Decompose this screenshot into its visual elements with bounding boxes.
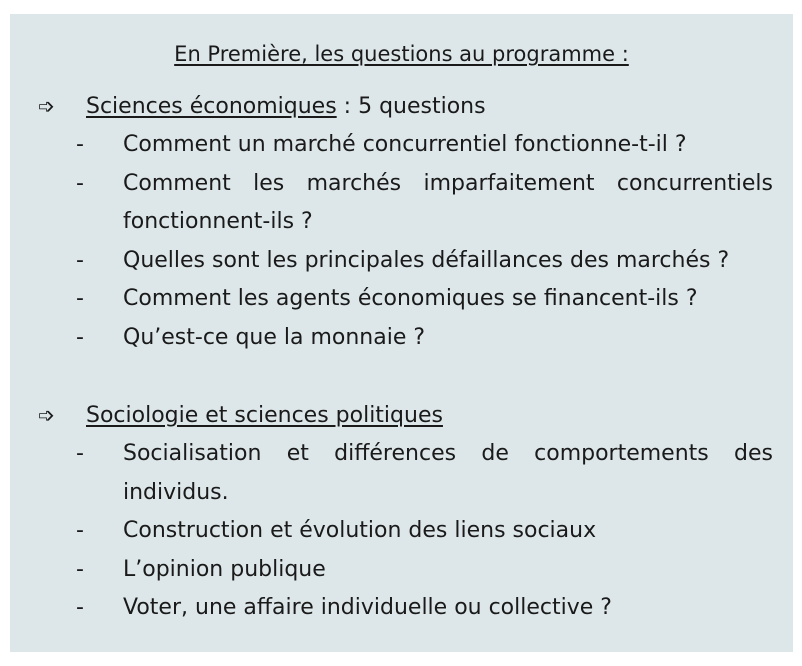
list-item — [10, 319, 793, 358]
list-item-text: Comment un marché concurrentiel fonctionne-t-il ? — [123, 132, 687, 157]
dash-marker: - — [76, 441, 84, 466]
list-item-text: Qu’est-ce que la monnaie ? — [123, 324, 426, 350]
dash-marker: - — [76, 518, 84, 544]
section-sociologie — [10, 397, 793, 628]
list-item — [10, 551, 793, 590]
list-item — [10, 280, 793, 319]
page-title: En Première, les questions au programme : — [174, 42, 629, 66]
section-sciences-economiques — [10, 88, 793, 358]
dash-marker: - — [76, 324, 84, 350]
question-list — [10, 435, 793, 628]
dash-marker: - — [76, 286, 84, 312]
section-heading — [10, 397, 793, 435]
list-item — [10, 126, 793, 165]
section-heading-label: Sciences économiques — [86, 94, 337, 119]
list-item-text: Comment les marchés imparfaitement concurrentiels fonctionnent-ils ? — [123, 170, 773, 235]
list-item-text: Socialisation et différences de comportements des individus. — [123, 441, 773, 505]
list-item — [10, 589, 793, 628]
section-heading-text — [86, 88, 486, 126]
list-item-text: Construction et évolution des liens sociaux — [123, 518, 597, 544]
question-list — [10, 126, 793, 358]
list-item-text: Comment les agents économiques se financent-ils ? — [123, 286, 698, 312]
dash-marker: - — [76, 132, 84, 157]
arrow-bullet-icon: ➩ — [38, 94, 55, 118]
section-heading-text — [86, 397, 443, 435]
list-item — [10, 165, 793, 242]
section-heading — [10, 88, 793, 126]
dash-marker: - — [76, 556, 84, 582]
list-item-text: Quelles sont les principales défaillances des marchés ? — [123, 247, 730, 273]
dash-marker: - — [76, 247, 84, 273]
document-panel — [10, 14, 793, 652]
dash-marker: - — [76, 170, 84, 196]
list-item-text: Voter, une affaire individuelle ou collective ? — [123, 595, 612, 621]
list-item — [10, 512, 793, 551]
list-item — [10, 242, 793, 281]
list-item-text: L’opinion publique — [123, 556, 326, 582]
section-heading-suffix: : 5 questions — [336, 94, 486, 119]
dash-marker: - — [76, 595, 84, 621]
list-item — [10, 435, 793, 512]
section-heading-label: Sociologie et sciences politiques — [86, 403, 443, 428]
arrow-bullet-icon: ➩ — [38, 403, 55, 427]
